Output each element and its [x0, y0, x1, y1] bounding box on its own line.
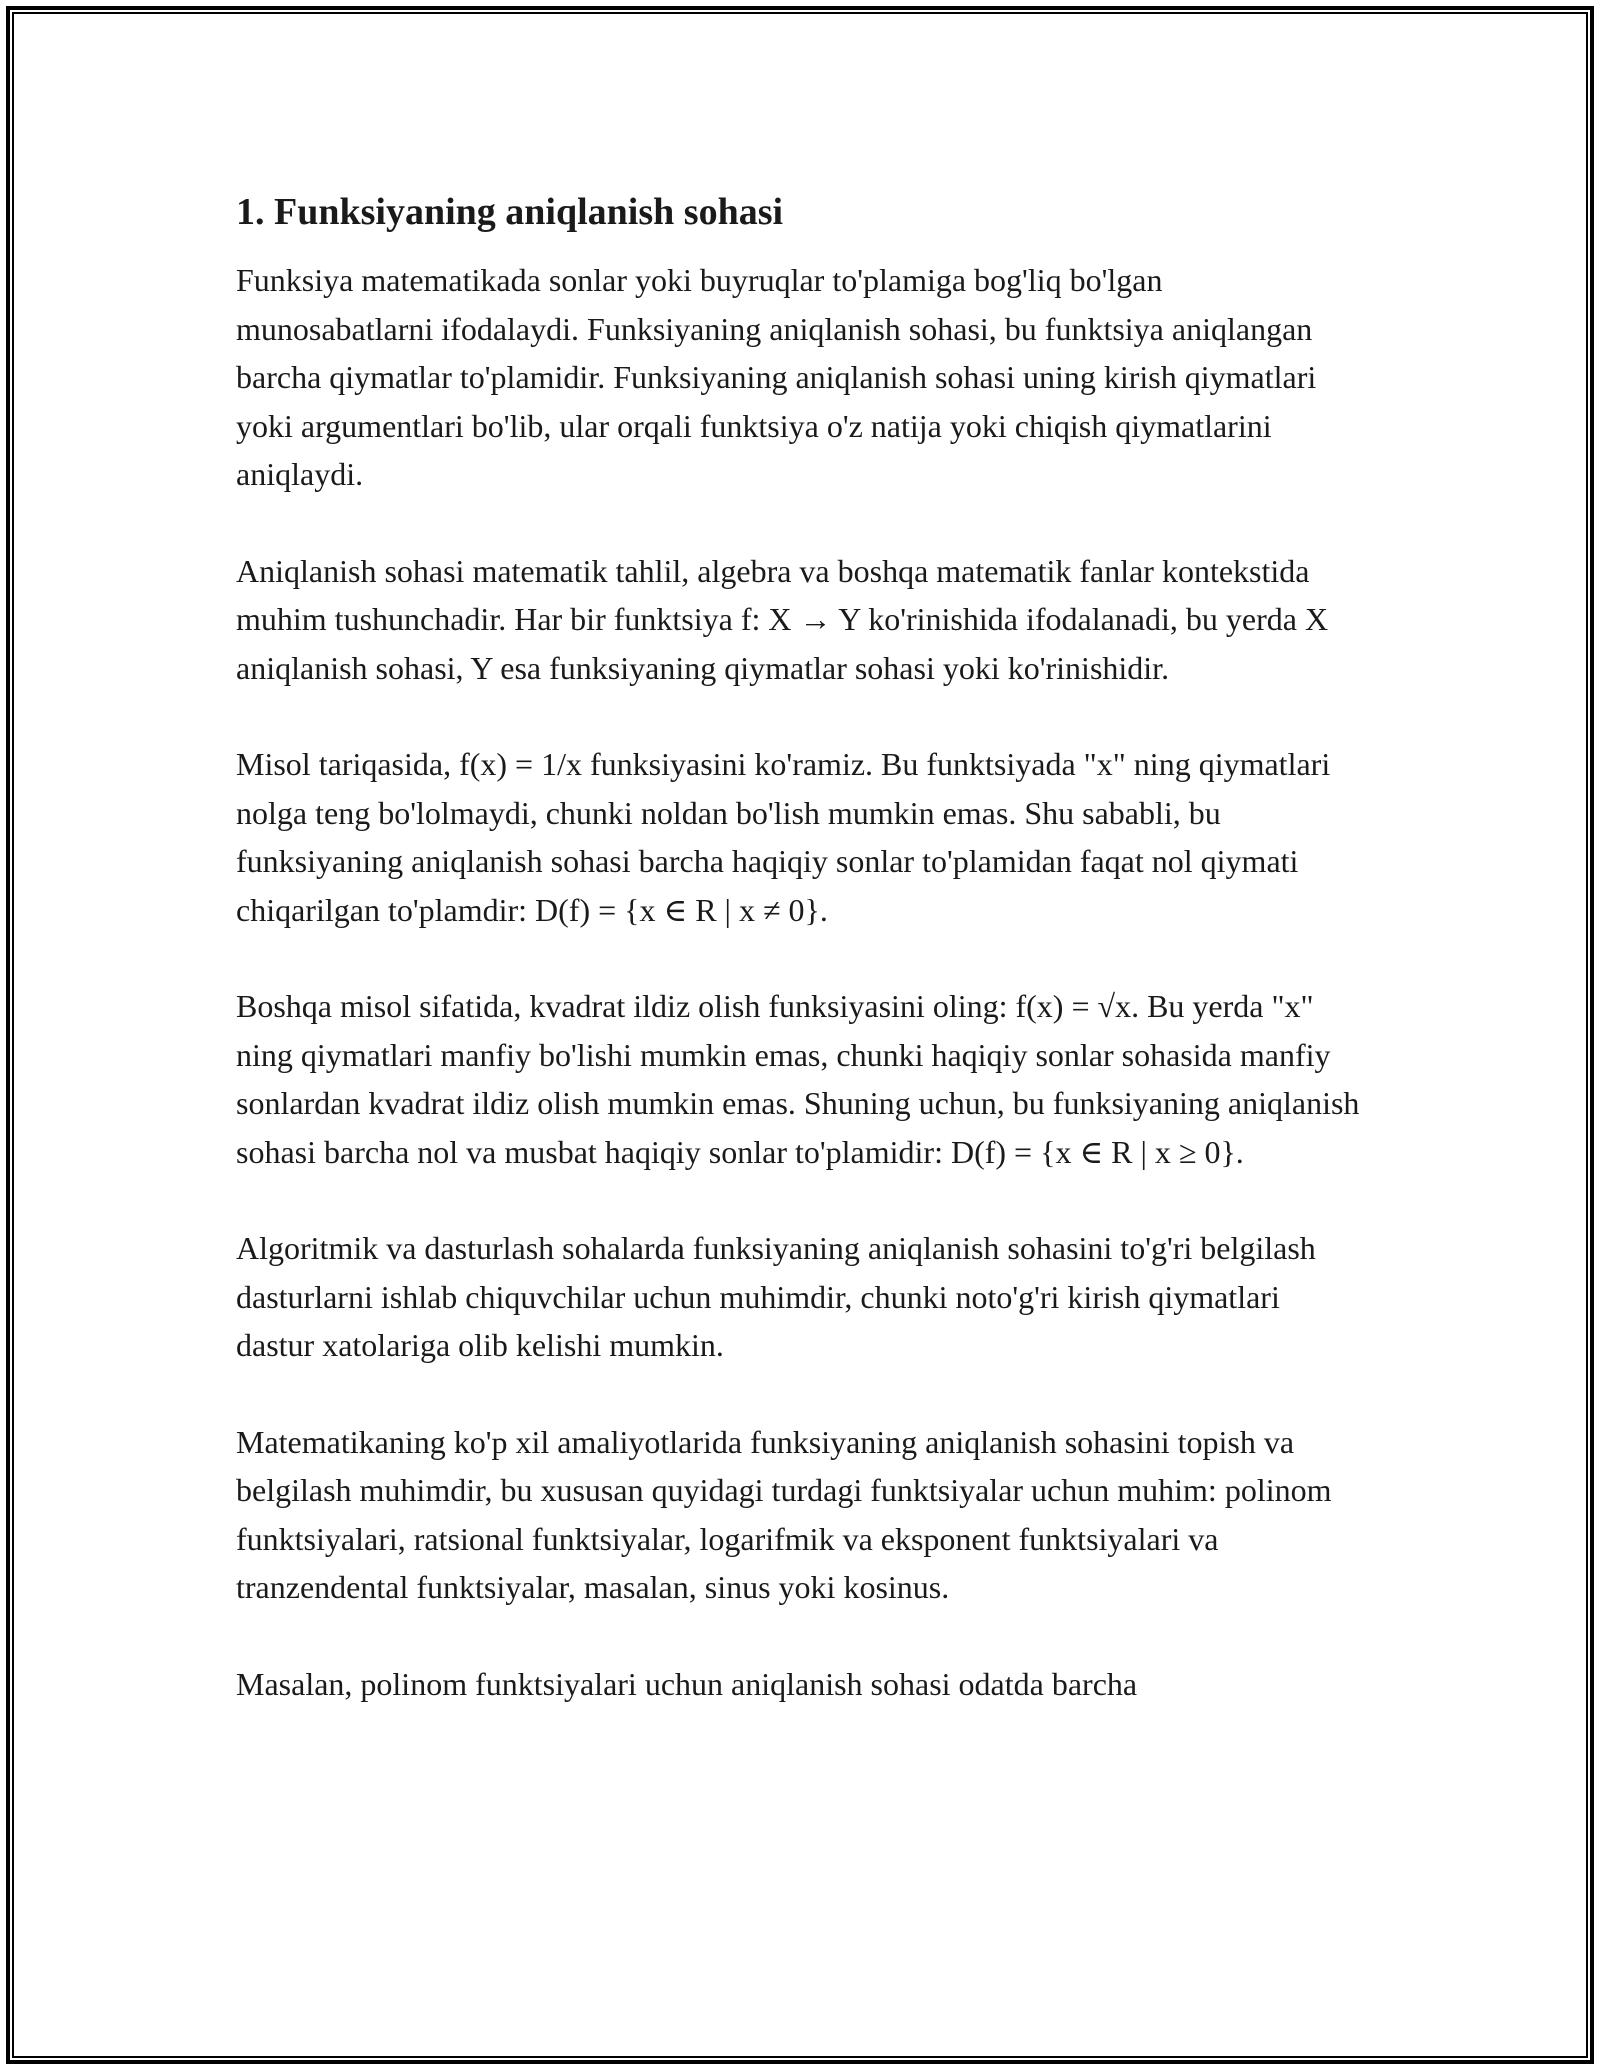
paragraph-3: Misol tariqasida, f(x) = 1/x funksiyasini ko'ramiz. Bu funktsiyada "x" ning qiymatlari nolga teng bo'lolmaydi, chunki noldan bo'lish mumkin emas. Shu sababli, bu funksiyaning aniqlanish sohasi barcha haqiqiy sonlar to'plamidan faqat nol qiymati chiqarilgan to'plamdir: D(f) = {x ∈ R | x ≠ 0}.: [236, 746, 1331, 928]
paragraph-2: Aniqlanish sohasi matematik tahlil, algebra va boshqa matematik fanlar kontekstida muhim tushunchadir. Har bir funktsiya f: X → Y ko'rinishida ifodalanadi, bu yerda X aniqlanish sohasi, Y esa funksiyaning qiymatlar sohasi yoki ko'rinishidir.: [236, 552, 1329, 686]
paragraph-1: Funksiya matematikada sonlar yoki buyruqlar to'plamiga bog'liq bo'lgan munosabatlarni ifodalaydi. Funksiyaning aniqlanish sohasi, bu funktsiya aniqlangan barcha qiymatlar to'plamidir. Funksiyaning aniqlanish sohasi uning kirish qiymatlari yoki argumentlari bo'lib, ular orqali funktsiya o'z natija yoki chiqish qiymatlarini aniqlaydi.: [236, 262, 1317, 492]
section-heading: 1. Funksiyaning aniqlanish sohasi: [236, 191, 784, 233]
document-body: [236, 186, 1366, 1756]
paragraph-4: Boshqa misol sifatida, kvadrat ildiz olish funksiyasini oling: f(x) = √x. Bu yerda "x" ning qiymatlari manfiy bo'lishi mumkin emas, chunki haqiqiy sonlar sohasida manfiy sonlardan kvadrat ildiz olish mumkin emas. Shuning uchun, bu funksiyaning aniqlanish sohasi barcha nol va musbat haqiqiy sonlar to'plamidir: D(f) = {x ∈ R | x ≥ 0}.: [236, 988, 1360, 1170]
paragraph-7: Masalan, polinom funktsiyalari uchun aniqlanish sohasi odatda barcha: [236, 1665, 1138, 1702]
paragraph-6: Matematikaning ko'p xil amaliyotlarida funksiyaning aniqlanish sohasini topish va belgilash muhimdir, bu xususan quyidagi turdagi funktsiyalar uchun muhim: polinom funktsiyalari, ratsional funktsiyalar, logarifmik va eksponent funktsiyalari va tranzendental funktsiyalar, masalan, sinus yoki kosinus.: [236, 1423, 1332, 1605]
paragraph-5: Algoritmik va dasturlash sohalarda funksiyaning aniqlanish sohasini to'g'ri belgilash dasturlarni ishlab chiquvchilar uchun muhimdir, chunki noto'g'ri kirish qiymatlari dastur xatolariga olib kelishi mumkin.: [236, 1230, 1316, 1363]
